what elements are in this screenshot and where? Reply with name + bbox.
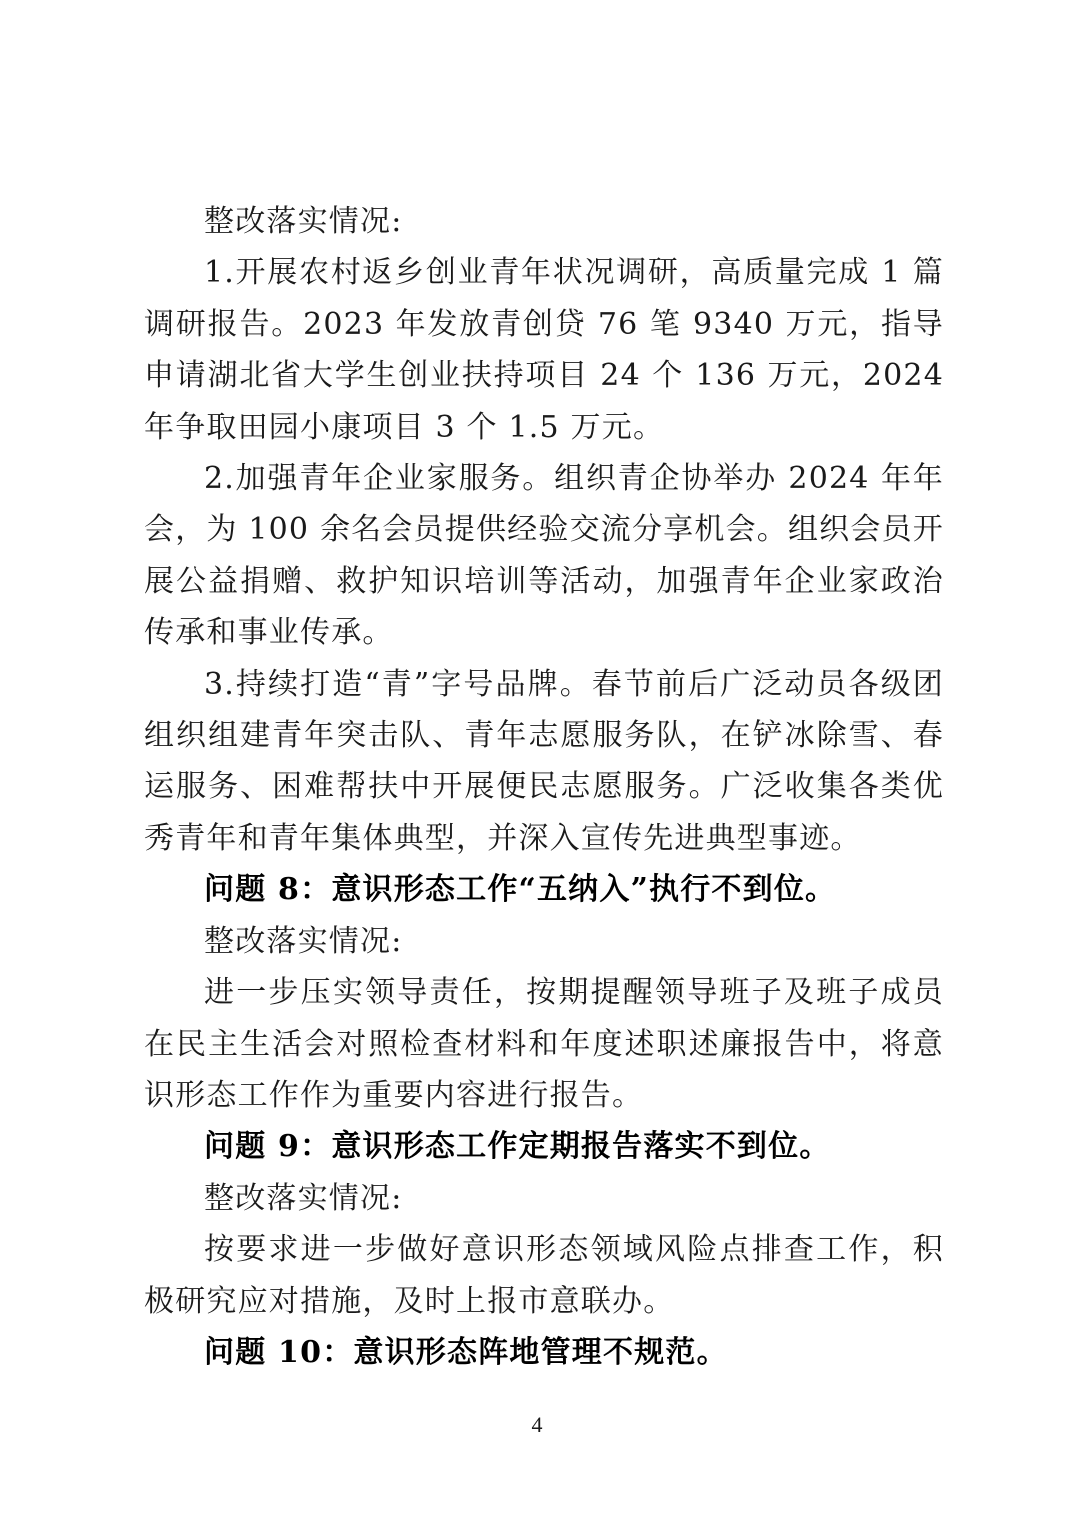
paragraph-issue-8-measures: 进一步压实领导责任，按期提醒领导班子及班子成员在民主生活会对照检查材料和年度述职述廉报告中，将意识形态工作作为重要内容进行报告。 xyxy=(144,975,944,1113)
paragraph-item-3: 3.持续打造“青”字号品牌。春节前后广泛动员各级团组织组建青年突击队、青年志愿服务队，在铲冰除雪、春运服务、困难帮扶中开展便民志愿服务。广泛收集各类优秀青年和青年集体典型，并深入宣传先进典型事迹。 xyxy=(144,666,944,856)
document-body xyxy=(144,196,944,1378)
heading-issue-9: 问题 9：意识形态工作定期报告落实不到位。 xyxy=(204,1129,831,1165)
paragraph-rectification-status: 整改落实情况: xyxy=(204,1180,403,1216)
paragraph-issue-9-measures: 按要求进一步做好意识形态领域风险点排查工作，积极研究应对措施，及时上报市意联办。 xyxy=(144,1232,944,1319)
paragraph-rectification-status: 整改落实情况: xyxy=(204,923,403,959)
paragraph-item-1: 1.开展农村返乡创业青年状况调研，高质量完成 1 篇调研报告。2023 年发放青创贷 76 笔 9340 万元，指导申请湖北省大学生创业扶持项目 24 个 136 万元，2024 年争取田园小康项目 3 个 1.5 万元。 xyxy=(144,255,944,445)
heading-issue-10: 问题 10：意识形态阵地管理不规范。 xyxy=(204,1334,728,1370)
heading-issue-8: 问题 8：意识形态工作“五纳入”执行不到位。 xyxy=(204,872,837,908)
page-number: 4 xyxy=(531,1412,543,1437)
paragraph-rectification-status: 整改落实情况: xyxy=(204,204,403,239)
paragraph-item-2: 2.加强青年企业家服务。组织青企协举办 2024 年年会，为 100 余名会员提供经验交流分享机会。组织会员开展公益捐赠、救护知识培训等活动，加强青年企业家政治传承和事业传承。 xyxy=(144,461,944,651)
